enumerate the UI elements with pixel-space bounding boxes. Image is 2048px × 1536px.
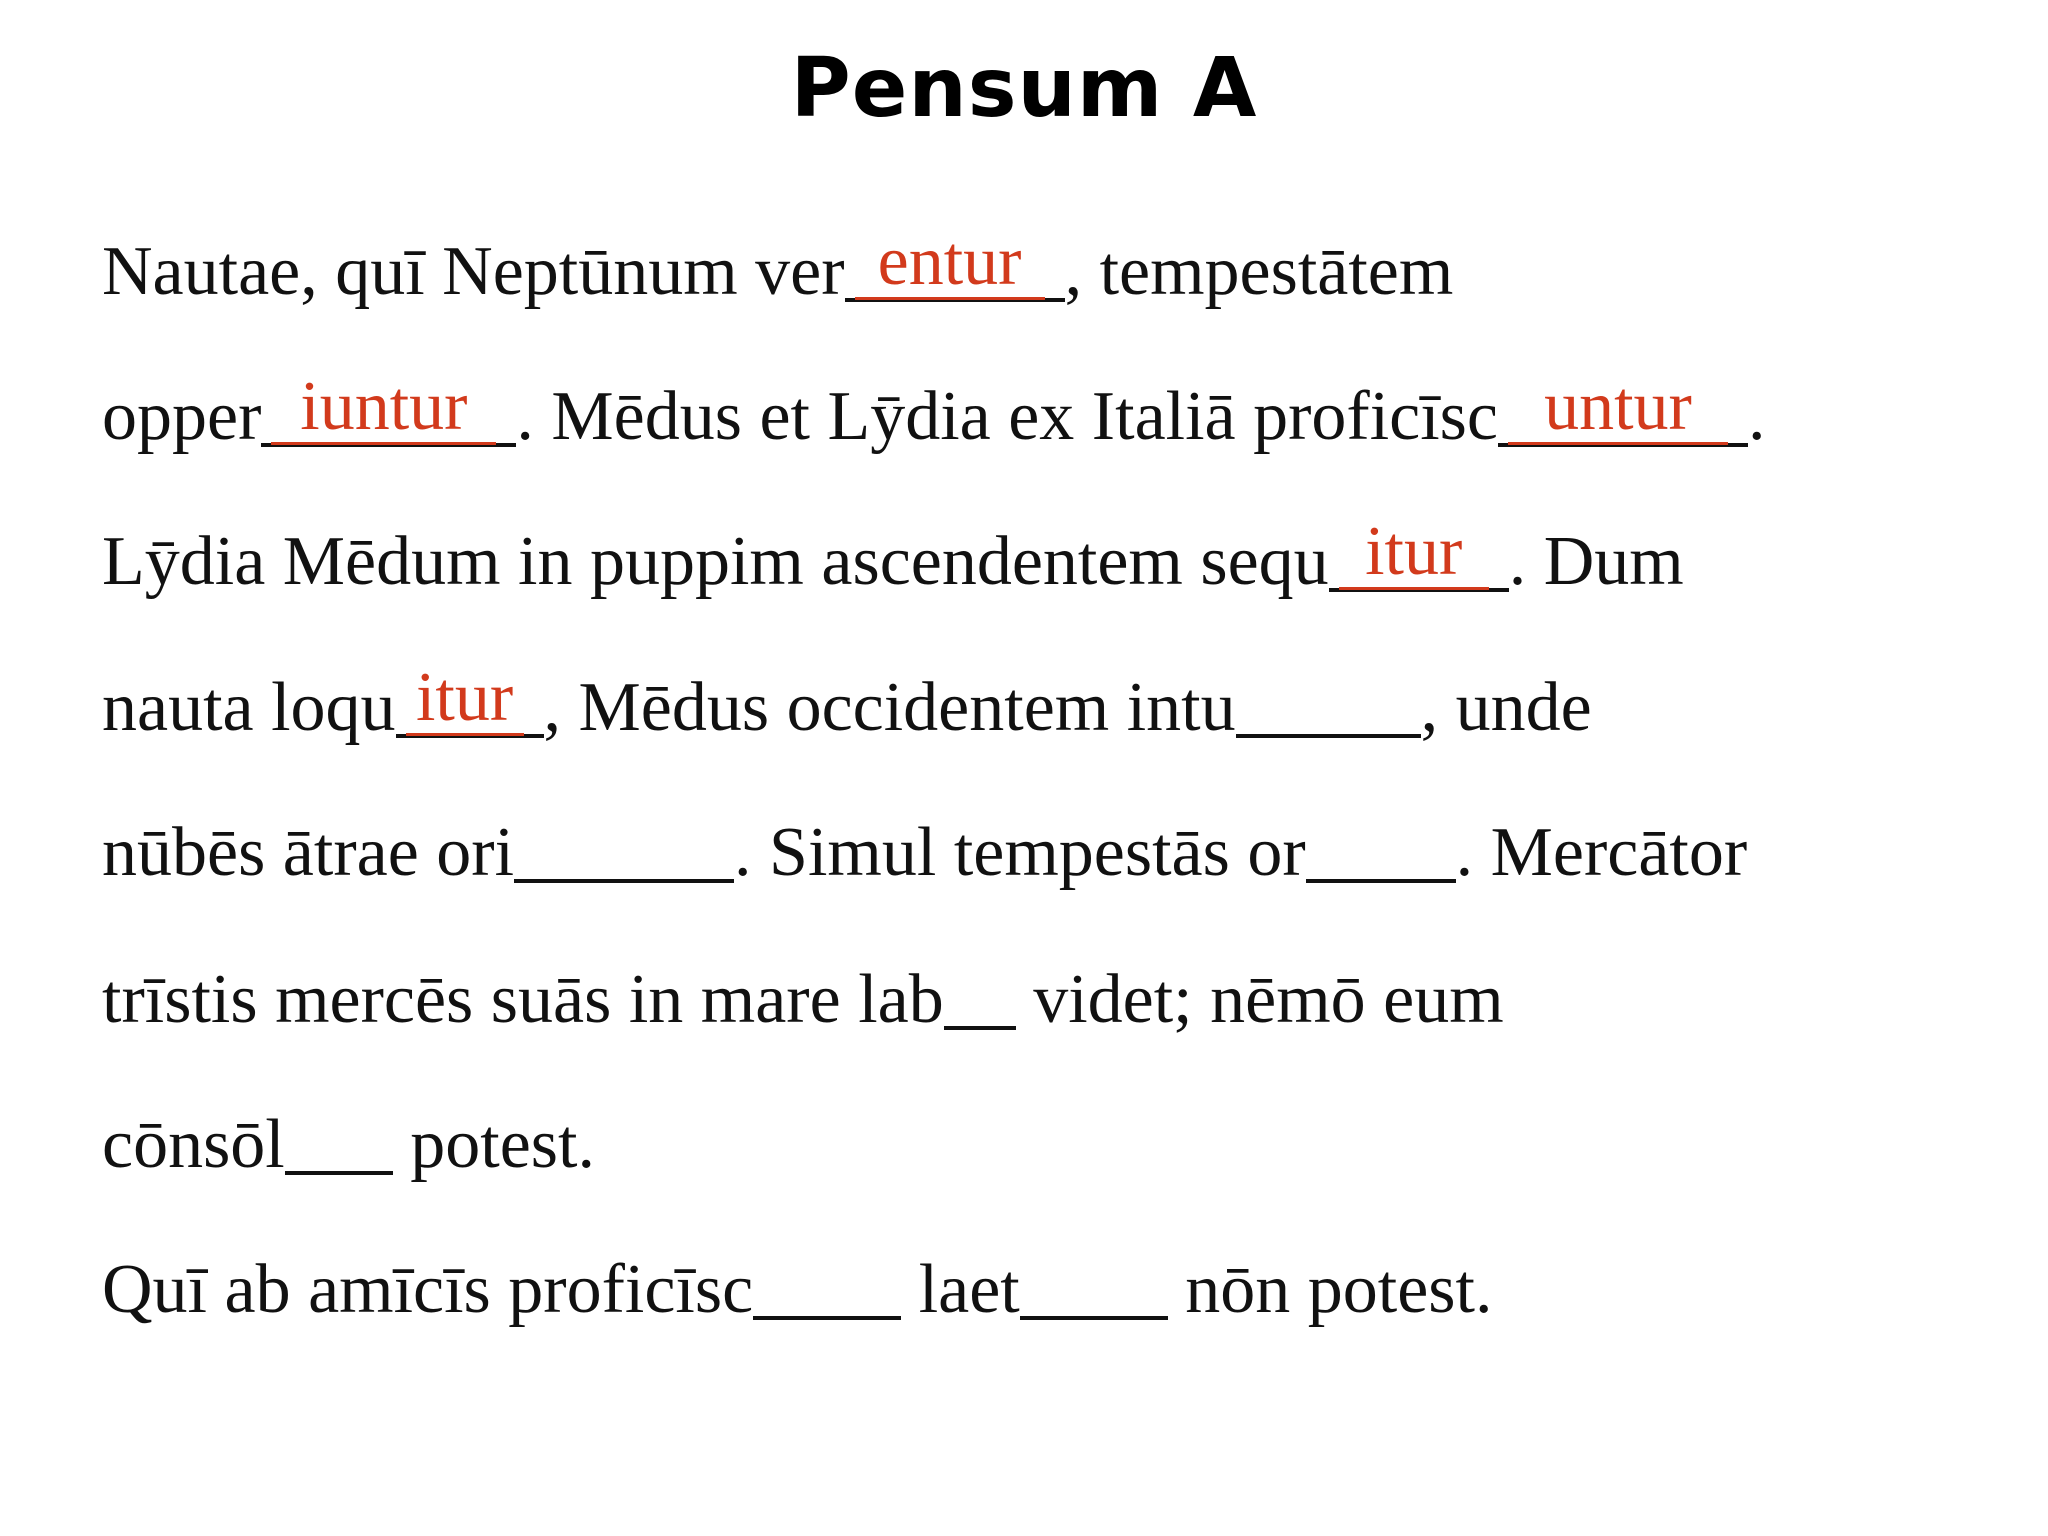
fill-in-blank[interactable] [1329, 513, 1509, 592]
fill-in-blank[interactable] [753, 1254, 901, 1320]
text-segment: . Simul tempestās or [734, 814, 1306, 891]
fill-in-blank[interactable] [944, 964, 1016, 1030]
text-segment: Quī ab amīcīs proficīsc [102, 1251, 754, 1328]
text-segment: videt; nēmō eum [1015, 961, 1504, 1038]
blank-answer: entur [855, 227, 1045, 300]
text-segment: . Mercātor [1455, 814, 1748, 891]
text-segment: , unde [1420, 669, 1592, 746]
text-line [102, 659, 1592, 748]
text-segment: potest. [392, 1106, 595, 1183]
text-segment: opper [102, 378, 262, 455]
fill-in-blank[interactable] [1306, 817, 1456, 883]
text-line [102, 1105, 595, 1185]
fill-in-blank[interactable] [261, 368, 516, 447]
text-line [102, 513, 1684, 602]
blank-answer: iuntur [271, 372, 496, 445]
text-segment: nauta loqu [102, 669, 396, 746]
text-line [102, 223, 1454, 312]
text-segment: , Mēdus occidentem intu [543, 669, 1236, 746]
blank-answer: itur [406, 663, 524, 736]
fill-in-blank[interactable] [514, 817, 734, 883]
fill-in-blank[interactable] [396, 659, 544, 738]
text-segment: . [1748, 378, 1766, 455]
text-segment: laet [901, 1251, 1020, 1328]
slide-title: Pensum A [790, 41, 1258, 136]
text-segment: Lȳdia Mēdum in puppim ascendentem sequ [102, 523, 1329, 600]
blank-answer: untur [1508, 372, 1728, 445]
text-segment: nōn potest. [1167, 1251, 1493, 1328]
fill-in-blank[interactable] [1236, 672, 1421, 738]
fill-in-blank[interactable] [1498, 368, 1748, 447]
fill-in-blank[interactable] [285, 1109, 393, 1175]
text-segment: cōnsōl [102, 1106, 285, 1183]
text-segment: nūbēs ātrae ori [102, 814, 515, 891]
text-line [102, 960, 1504, 1040]
text-segment: trīstis mercēs suās in mare lab [102, 961, 944, 1038]
text-segment: , tempestātem [1064, 233, 1454, 310]
text-segment: . Dum [1508, 523, 1684, 600]
fill-in-blank[interactable] [1020, 1254, 1168, 1320]
text-segment: Nautae, quī Neptūnum ver [102, 233, 845, 310]
text-segment: . Mēdus et Lȳdia ex Italiā proficīsc [516, 378, 1498, 455]
blank-answer: itur [1339, 517, 1489, 590]
text-line [102, 1250, 1492, 1330]
fill-in-blank[interactable] [845, 223, 1065, 302]
text-line [102, 813, 1747, 893]
text-line [102, 368, 1766, 457]
